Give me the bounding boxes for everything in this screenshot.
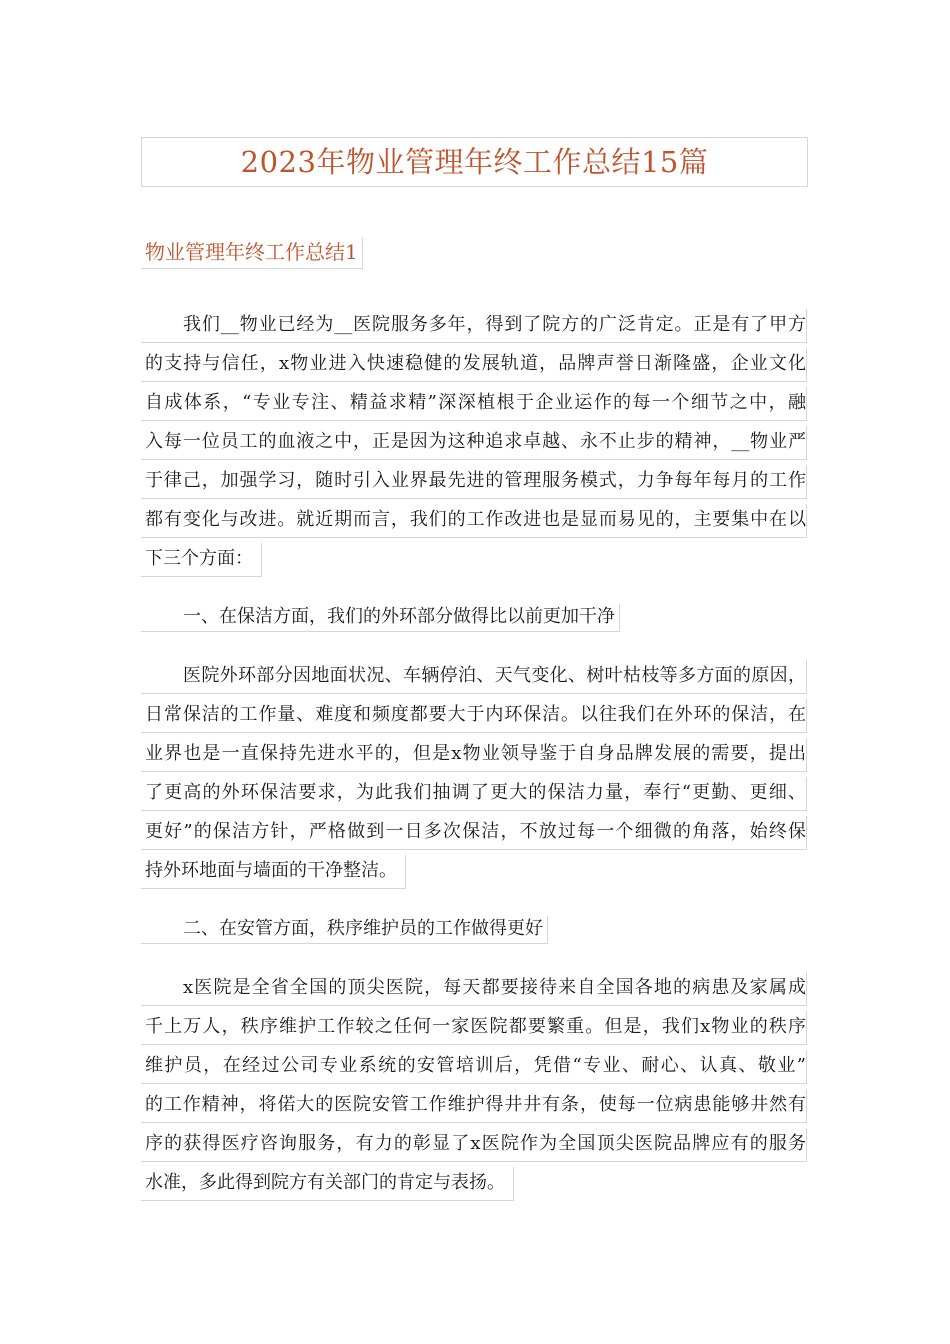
paragraph-line: 千上万人，秩序维护工作较之任何一家医院都要繁重。但是，我们x物业的秩序	[141, 1011, 807, 1045]
cleaning-paragraph	[141, 660, 807, 898]
paragraph-line: 的支持与信任，x物业进入快速稳健的发展轨道，品牌声誉日渐隆盛，企业文化	[141, 348, 807, 382]
paragraph-line: 的工作精神，将偌大的医院安管工作维护得井井有条，使每一位病患能够井然有	[141, 1089, 807, 1123]
security-paragraph	[141, 972, 807, 1210]
paragraph-line: 序的获得医疗咨询服务，有力的彰显了x医院作为全国顶尖医院品牌应有的服务	[141, 1128, 807, 1162]
subheading-text: 一、在保洁方面，我们的外环部分做得比以前更加干净	[141, 604, 620, 632]
paragraph-line: 于律己，加强学习，随时引入业界最先进的管理服务模式，力争每年每月的工作	[141, 465, 807, 499]
paragraph-line: 我们__物业已经为__医院服务多年，得到了院方的广泛肯定。正是有了甲方	[141, 309, 807, 343]
paragraph-line: 自成体系，“专业专注、精益求精”深深植根于企业运作的每一个细节之中，融	[141, 387, 807, 421]
paragraph-line: 都有变化与改进。就近期而言，我们的工作改进也是显而易见的，主要集中在以	[141, 504, 807, 538]
paragraph-line: 更好”的保洁方针，严格做到一日多次保洁，不放过每一个细微的角落，始终保	[141, 816, 807, 850]
paragraph-line: 医院外环部分因地面状况、车辆停泊、天气变化、树叶枯枝等多方面的原因，	[141, 660, 807, 694]
paragraph-line: 持外环地面与墙面的干净整洁。	[141, 855, 406, 889]
paragraph-line: x医院是全省全国的顶尖医院，每天都要接待来自全国各地的病患及家属成	[141, 972, 807, 1006]
paragraph-line: 维护员，在经过公司专业系统的安管培训后，凭借“专业、耐心、认真、敬业”	[141, 1050, 807, 1084]
section-title: 物业管理年终工作总结1	[141, 237, 363, 269]
intro-paragraph	[141, 309, 807, 586]
paragraph-line: 水准，多此得到院方有关部门的肯定与表扬。	[141, 1167, 514, 1201]
paragraph-line: 下三个方面：	[141, 543, 262, 577]
subheading-security	[141, 916, 807, 944]
paragraph-line: 了更高的外环保洁要求，为此我们抽调了更大的保洁力量，奉行“更勤、更细、	[141, 777, 807, 811]
paragraph-line: 日常保洁的工作量、难度和频度都要大于内环保洁。以往我们在外环的保洁，在	[141, 699, 807, 733]
document-title: 2023年物业管理年终工作总结15篇	[141, 137, 808, 187]
subheading-text: 二、在安管方面，秩序维护员的工作做得更好	[141, 916, 548, 944]
subheading-cleaning	[141, 604, 807, 632]
paragraph-line: 入每一位员工的血液之中，正是因为这种追求卓越、永不止步的精神，__物业严	[141, 426, 807, 460]
paragraph-line: 业界也是一直保持先进水平的，但是x物业领导鉴于自身品牌发展的需要，提出	[141, 738, 807, 772]
